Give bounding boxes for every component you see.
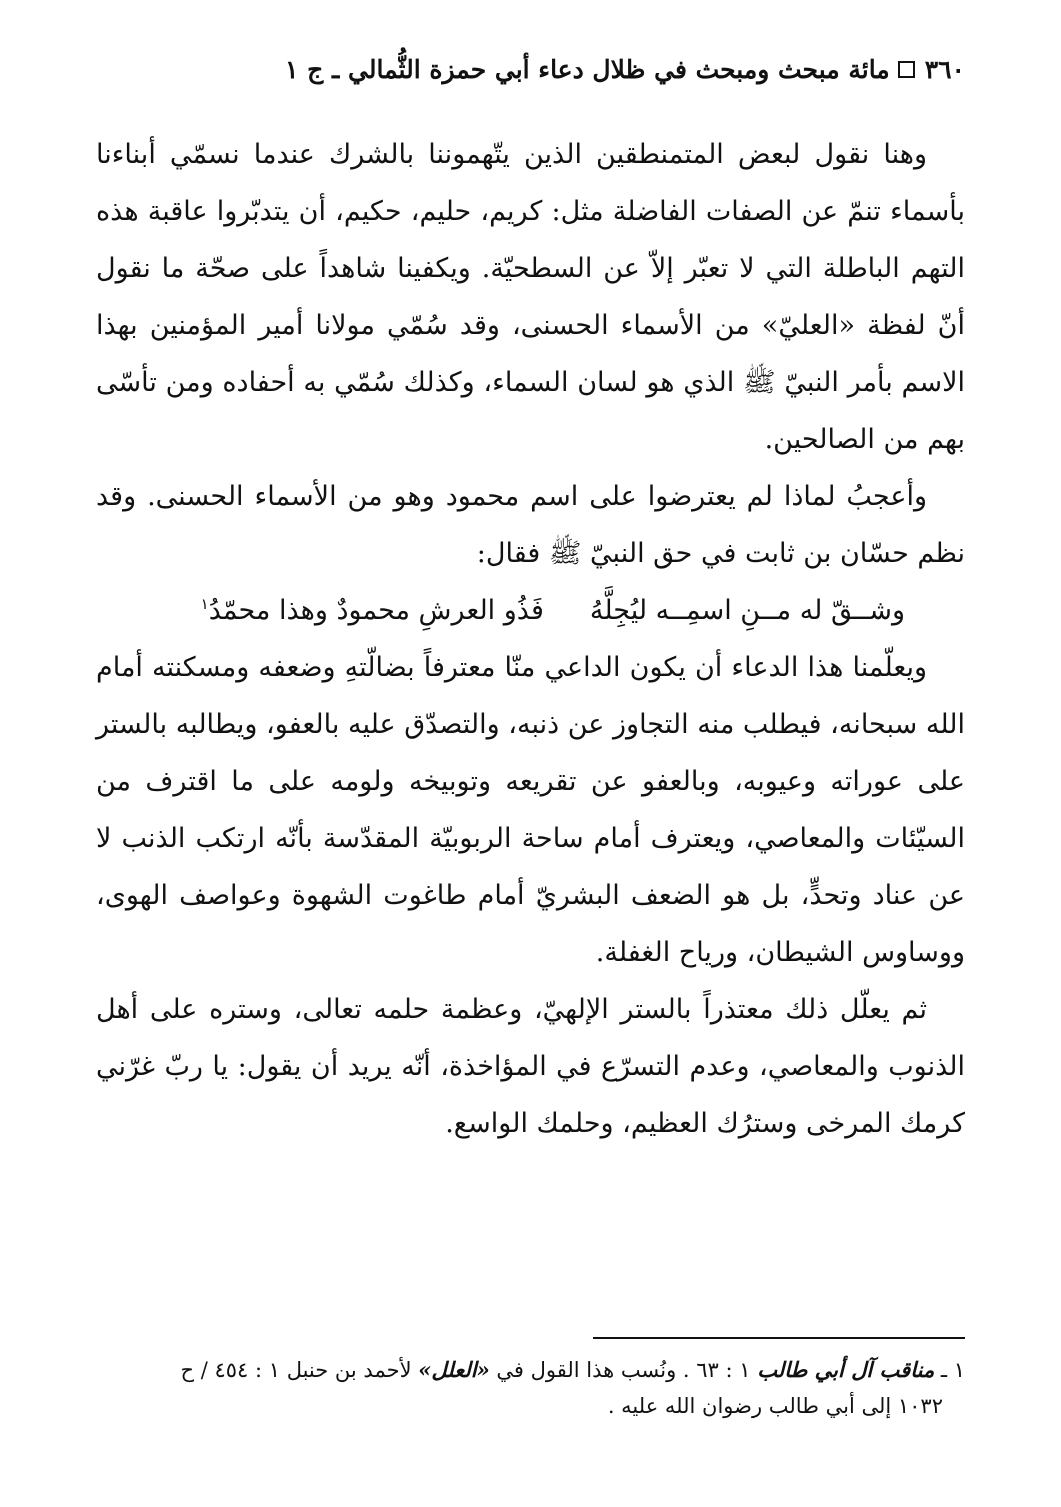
poem-verse — [96, 582, 965, 639]
footnotes — [96, 1352, 965, 1424]
footnote-source-title: مناقب آل أبي طالب — [757, 1357, 935, 1382]
square-ornament-icon — [898, 61, 915, 78]
running-head — [96, 52, 965, 88]
footnote-1 — [96, 1352, 965, 1424]
footnote-source-title-2: «العلل» — [418, 1357, 490, 1382]
paragraph-4: ثم يعلّل ذلك معتذراً بالستر الإلهيّ، وعظمة حلمه تعالى، وستره على أهل الذنوب والمعاصي، وعدم التسرّع في المؤاخذة، أنّه يريد أن يقول: يا ربّ غرّني كرمك المرخى وسترُك العظيم، وحلمك الواسع. — [96, 994, 965, 1139]
page — [96, 0, 965, 1507]
verse-first-hemistich: وشــقّ له مــنِ اسمِــه ليُجِلَّهُ — [589, 595, 905, 626]
paragraph-2: وأعجبُ لماذا لم يعترضوا على اسم محمود وهو من الأسماء الحسنى. وقد نظم حسّان بن ثابت في حق النبيّ ﷺ فقال: — [96, 481, 965, 569]
page-number: ٣٦٠ — [924, 55, 965, 84]
paragraph-1: وهنا نقول لبعض المتمنطقين الذين يتّهموننا بالشرك عندما نسمّي أبناءنا بأسماء تنمّ عن الصفات الفاضلة مثل: كريم، حليم، حكيم، أن يتدبّروا عاقبة هذه التهم الباطلة التي لا تعبّر إلاّ عن السطحيّة. ويكفينا شاهداً على صحّة ما نقول أنّ لفظة «العليّ» من الأسماء الحسنى، وقد سُمّي مولانا أمير المؤمنين بهذا الاسم بأمر النبيّ ﷺ الذي هو لسان السماء، وكذلك سُمّي به أحفاده ومن تأسّى بهم من الصالحين. — [96, 139, 965, 455]
verse-second-hemistich: فَذُو العرشِ محمودٌ وهذا محمّدُ — [208, 595, 544, 626]
book-title: مائة مبحث ومبحث في ظلال دعاء أبي حمزة الثُّمالي ـ ج ١ — [285, 55, 890, 84]
paragraph-3: ويعلّمنا هذا الدعاء أن يكون الداعي منّا معترفاً بضالّتهِ وضعفه ومسكنته أمام الله سبحانه، فيطلب منه التجاوز عن ذنبه، والتصدّق عليه بالعفو، ويطالبه بالستر على عوراته وعيوبه، وبالعفو عن تقريعه وتوبيخه ولومه على ما اقترف من السيّئات والمعاصي، ويعترف أمام ساحة الربوبيّة المقدّسة بأنّه ارتكب الذنب لا عن عناد وتحدٍّ، بل هو الضعف البشريّ أمام طاغوت الشهوة وعواصف الهوى، ووساوس الشيطان، ورياح الغفلة. — [96, 652, 965, 968]
body-text — [96, 126, 965, 1152]
footnote-marker[interactable]: ١ — [200, 595, 209, 613]
footnote-text-b: لأحمد بن حنبل ١ : ٤٥٤ / ح — [180, 1358, 412, 1382]
footnote-continuation: ١٠٣٢ إلى أبي طالب رضوان الله عليه . — [607, 1394, 943, 1418]
footnote-number: ١ ـ — [940, 1358, 965, 1382]
footnote-divider — [593, 1337, 965, 1339]
footnote-text-a: ١ : ٦٣ . ونُسب هذا القول في — [496, 1358, 751, 1382]
